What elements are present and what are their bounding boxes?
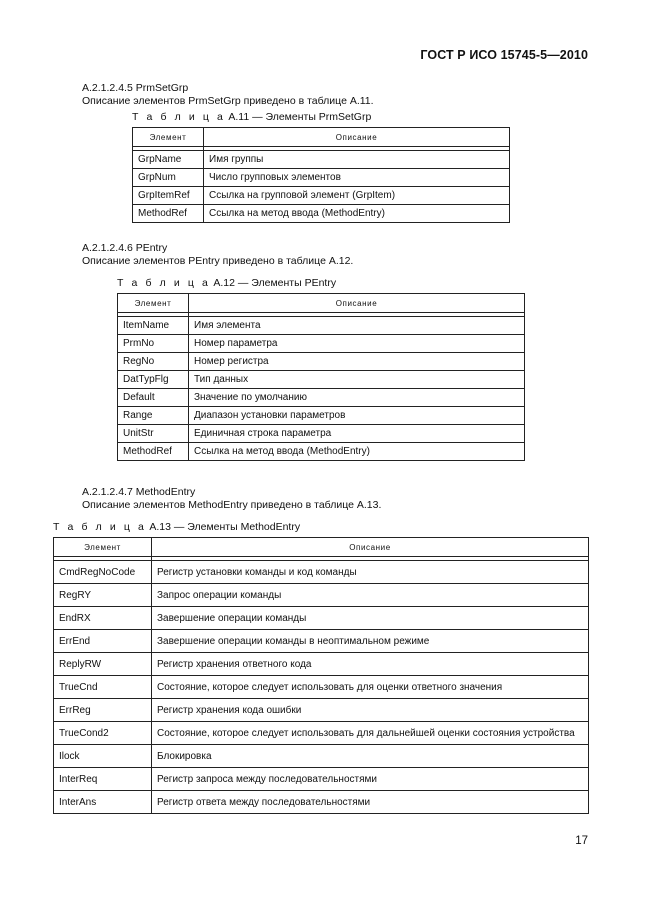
cell-element: ReplyRW [54,653,152,676]
cell-element: DatTypFlg [118,371,189,389]
caption-rest: A.11 — Элементы PrmSetGrp [225,111,372,123]
table-row [54,745,589,768]
cell-element: Range [118,407,189,425]
cell-element: Ilock [54,745,152,768]
document-header: ГОСТ Р ИСО 15745-5—2010 [420,48,588,62]
cell-description: Имя элемента [189,317,525,335]
table-row [118,353,525,371]
table-row [133,205,510,223]
cell-element: Default [118,389,189,407]
cell-description: Регистр запроса между последовательностями [152,768,589,791]
table-a12 [117,293,525,461]
cell-element: ErrReg [54,699,152,722]
cell-description: Ссылка на групповой элемент (GrpItem) [204,187,510,205]
cell-element: TrueCnd [54,676,152,699]
cell-description: Ссылка на метод ввода (MethodEntry) [189,443,525,461]
caption-prefix: Т а б л и ц а [132,111,226,123]
cell-description: Тип данных [189,371,525,389]
column-header-element: Элемент [118,294,189,313]
cell-element: InterAns [54,791,152,814]
table-row [54,584,589,607]
table-row [118,389,525,407]
cell-description: Единичная строка параметра [189,425,525,443]
cell-element: GrpName [133,151,204,169]
table-row [118,425,525,443]
section-number: A.2.1.2.4.7 MethodEntry [82,486,196,498]
cell-element: GrpNum [133,169,204,187]
cell-description: Ссылка на метод ввода (MethodEntry) [204,205,510,223]
column-header-description: Описание [204,128,510,147]
section-number: A.2.1.2.4.5 PrmSetGrp [82,82,189,94]
caption-prefix: Т а б л и ц а [53,521,147,533]
section-number: A.2.1.2.4.6 PEntry [82,242,168,254]
cell-description: Регистр хранения ответного кода [152,653,589,676]
page-number: 17 [575,835,588,847]
cell-element: CmdRegNoCode [54,561,152,584]
cell-description: Состояние, которое следует использовать для оценки ответного значения [152,676,589,699]
cell-element: TrueCond2 [54,722,152,745]
column-header-description: Описание [189,294,525,313]
section-intro: Описание элементов PEntry приведено в таблице A.12. [82,255,354,267]
cell-element: ItemName [118,317,189,335]
cell-element: PrmNo [118,335,189,353]
cell-element: RegNo [118,353,189,371]
table-row [118,407,525,425]
cell-element: GrpItemRef [133,187,204,205]
cell-description: Диапазон установки параметров [189,407,525,425]
table-caption [117,277,336,289]
table-a13 [53,537,589,814]
table-row [54,607,589,630]
caption-prefix: Т а б л и ц а [117,277,211,289]
cell-description: Регистр установки команды и код команды [152,561,589,584]
table-row [54,791,589,814]
cell-description: Номер параметра [189,335,525,353]
column-header-element: Элемент [133,128,204,147]
table-row [118,371,525,389]
cell-description: Состояние, которое следует использовать для дальнейшей оценки состояния устройства [152,722,589,745]
table-row [118,335,525,353]
cell-element: MethodRef [133,205,204,223]
cell-description: Блокировка [152,745,589,768]
cell-element: RegRY [54,584,152,607]
section-intro: Описание элементов MethodEntry приведено в таблице A.13. [82,499,382,511]
caption-rest: A.13 — Элементы MethodEntry [146,521,301,533]
table-row [54,768,589,791]
table-caption [132,111,371,123]
cell-description: Значение по умолчанию [189,389,525,407]
table-row [133,169,510,187]
cell-element: MethodRef [118,443,189,461]
cell-description: Имя группы [204,151,510,169]
table-row [54,676,589,699]
cell-element: EndRX [54,607,152,630]
table-row [54,722,589,745]
cell-element: ErrEnd [54,630,152,653]
cell-description: Регистр хранения кода ошибки [152,699,589,722]
table-row [54,630,589,653]
caption-rest: A.12 — Элементы PEntry [210,277,337,289]
table-row [118,317,525,335]
cell-element: UnitStr [118,425,189,443]
cell-description: Число групповых элементов [204,169,510,187]
table-row [54,561,589,584]
cell-description: Завершение операции команды [152,607,589,630]
cell-description: Запрос операции команды [152,584,589,607]
cell-description: Номер регистра [189,353,525,371]
column-header-element: Элемент [54,538,152,557]
table-row [133,187,510,205]
table-row [54,699,589,722]
cell-description: Завершение операции команды в неоптимальном режиме [152,630,589,653]
table-caption [53,521,300,533]
table-row [54,653,589,676]
table-row [133,151,510,169]
table-a11 [132,127,510,223]
cell-element: InterReq [54,768,152,791]
column-header-description: Описание [152,538,589,557]
cell-description: Регистр ответа между последовательностями [152,791,589,814]
section-intro: Описание элементов PrmSetGrp приведено в таблице A.11. [82,95,374,107]
table-row [118,443,525,461]
